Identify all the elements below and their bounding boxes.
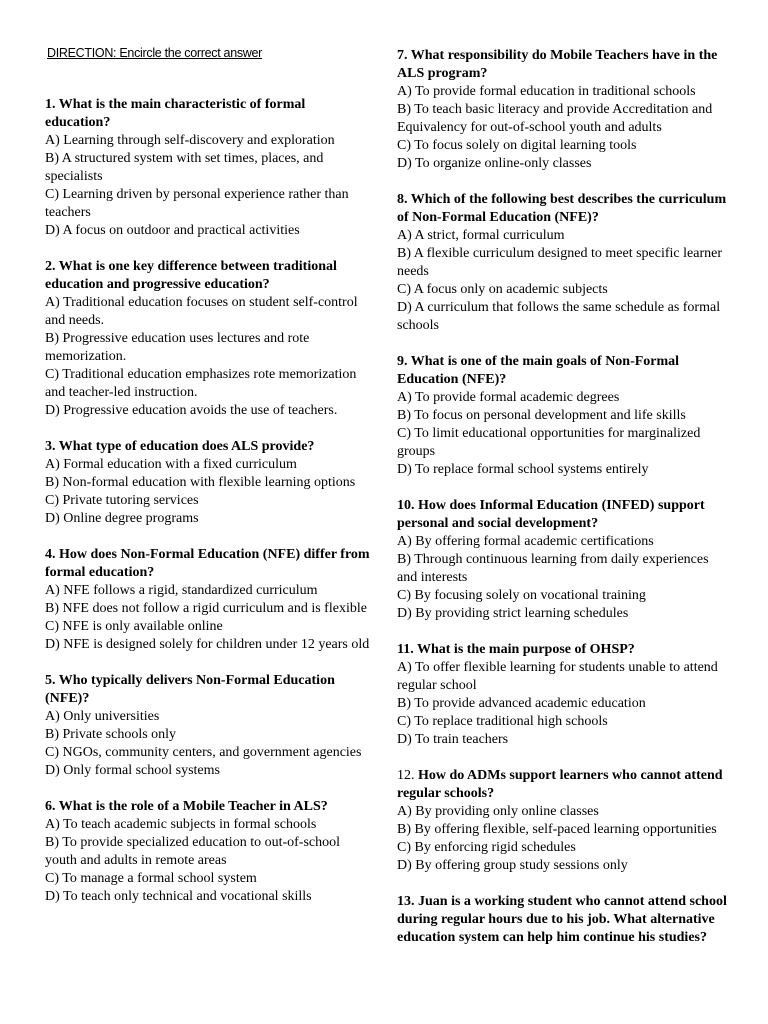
question-text: How does Non-Formal Education (NFE) differ from formal education? [45,547,370,580]
question-block [45,672,370,780]
answer-option[interactable]: D) To teach only technical and vocational skills [45,889,312,904]
answer-option[interactable]: B) NFE does not follow a rigid curriculum and is flexible [45,601,367,616]
answer-option[interactable]: C) To manage a formal school system [45,871,257,886]
question-block [397,893,727,947]
answer-option[interactable]: B) To provide specialized education to out-of-school youth and adults in remote areas [45,835,341,868]
question-number: 9. [397,354,408,369]
answer-option[interactable]: A) Learning through self-discovery and exploration [45,133,335,148]
answer-option[interactable]: B) Progressive education uses lectures and rote memorization. [45,331,310,364]
answer-option[interactable]: D) To organize online-only classes [397,156,592,171]
question-stem [397,191,727,227]
answer-option[interactable]: A) By providing only online classes [397,804,599,819]
answer-option[interactable]: A) To provide formal academic degrees [397,390,620,405]
question-stem [45,96,370,132]
question-block [397,353,727,479]
question-text: Who typically delivers Non-Formal Education (NFE)? [45,673,335,706]
answer-option[interactable]: D) A focus on outdoor and practical activities [45,223,300,238]
question-text: What type of education does ALS provide? [58,439,315,454]
question-stem [397,641,727,659]
question-number: 3. [45,439,56,454]
question-block [397,191,727,335]
answer-option[interactable]: B) Private schools only [45,727,177,742]
answer-option[interactable]: C) To limit educational opportunities for marginalized groups [397,426,701,459]
answer-option[interactable]: B) To provide advanced academic education [397,696,646,711]
left-question-column [45,0,370,924]
answer-option[interactable]: D) To train teachers [397,732,509,747]
question-block [397,47,727,173]
question-stem [397,497,727,533]
question-number: 2. [45,259,56,274]
question-text: What is the main purpose of OHSP? [416,642,635,657]
answer-option[interactable]: D) Only formal school systems [45,763,220,778]
question-number: 12. [397,768,415,783]
answer-option[interactable]: A) By offering formal academic certifications [397,534,654,549]
question-number: 11. [397,642,414,657]
question-block [45,96,370,240]
answer-option[interactable]: D) Online degree programs [45,511,199,526]
answer-option[interactable]: D) A curriculum that follows the same schedule as formal schools [397,300,721,333]
question-text: Juan is a working student who cannot attend school during regular hours due to his job. What alternative education system can help him continue his studies? [397,894,727,945]
answer-option[interactable]: A) A strict, formal curriculum [397,228,565,243]
answer-option[interactable]: B) To focus on personal development and life skills [397,408,686,423]
answer-option[interactable]: C) Private tutoring services [45,493,199,508]
question-number: 1. [45,97,56,112]
question-number: 8. [397,192,408,207]
question-stem [45,546,370,582]
question-text: What responsibility do Mobile Teachers have in the ALS program? [397,48,718,81]
answer-option[interactable]: B) A structured system with set times, places, and specialists [45,151,324,184]
answer-option[interactable]: A) To teach academic subjects in formal schools [45,817,317,832]
answer-option[interactable]: D) To replace formal school systems entirely [397,462,649,477]
question-number: 6. [45,799,56,814]
question-number: 7. [397,48,408,63]
question-text: Which of the following best describes the curriculum of Non-Formal Education (NFE)? [397,192,727,225]
question-stem [45,438,370,456]
question-block [45,798,370,906]
answer-option[interactable]: D) NFE is designed solely for children under 12 years old [45,637,370,652]
answer-option[interactable]: A) Traditional education focuses on student self-control and needs. [45,295,358,328]
question-text: What is the role of a Mobile Teacher in ALS? [58,799,328,814]
answer-option[interactable]: D) By providing strict learning schedules [397,606,629,621]
question-number: 4. [45,547,56,562]
question-stem [45,258,370,294]
answer-option[interactable]: B) Through continuous learning from daily experiences and interests [397,552,709,585]
question-block [397,497,727,623]
question-stem [45,798,370,816]
question-block [45,438,370,528]
answer-option[interactable]: B) Non-formal education with flexible learning options [45,475,356,490]
question-stem [397,893,727,947]
answer-option[interactable]: C) NGOs, community centers, and government agencies [45,745,362,760]
direction-heading: DIRECTION: Encircle the correct answer [47,46,263,60]
answer-option[interactable]: A) Formal education with a fixed curriculum [45,457,297,472]
answer-option[interactable]: D) Progressive education avoids the use of teachers. [45,403,338,418]
answer-option[interactable]: B) To teach basic literacy and provide Accreditation and Equivalency for out-of-school youth and adults [397,102,713,135]
question-block [397,767,727,875]
question-number: 13. [397,894,415,909]
question-block [397,641,727,749]
question-number: 10. [397,498,415,513]
answer-option[interactable]: C) Traditional education emphasizes rote memorization and teacher-led instruction. [45,367,357,400]
answer-option[interactable]: C) Learning driven by personal experience rather than teachers [45,187,349,220]
answer-option[interactable]: C) To replace traditional high schools [397,714,608,729]
answer-option[interactable]: C) By focusing solely on vocational training [397,588,646,603]
question-text: What is the main characteristic of formal education? [45,97,306,130]
answer-option[interactable]: B) By offering flexible, self-paced learning opportunities [397,822,717,837]
question-stem [45,672,370,708]
answer-option[interactable]: C) To focus solely on digital learning tools [397,138,637,153]
answer-option[interactable]: A) Only universities [45,709,160,724]
question-stem [397,47,727,83]
question-text: How do ADMs support learners who cannot attend regular schools? [397,768,723,801]
question-text: What is one of the main goals of Non-Formal Education (NFE)? [397,354,680,387]
answer-option[interactable]: D) By offering group study sessions only [397,858,628,873]
answer-option[interactable]: C) NFE is only available online [45,619,223,634]
answer-option[interactable]: B) A flexible curriculum designed to meet specific learner needs [397,246,722,279]
question-stem [397,353,727,389]
question-text: How does Informal Education (INFED) support personal and social development? [397,498,705,531]
question-block [45,258,370,420]
answer-option[interactable]: C) A focus only on academic subjects [397,282,608,297]
answer-option[interactable]: A) NFE follows a rigid, standardized curriculum [45,583,318,598]
question-number: 5. [45,673,56,688]
answer-option[interactable]: C) By enforcing rigid schedules [397,840,576,855]
right-question-column [397,0,727,965]
question-block [45,546,370,654]
answer-option[interactable]: A) To provide formal education in traditional schools [397,84,696,99]
question-stem [397,767,727,803]
answer-option[interactable]: A) To offer flexible learning for students unable to attend regular school [397,660,718,693]
question-text: What is one key difference between traditional education and progressive education? [45,259,337,292]
